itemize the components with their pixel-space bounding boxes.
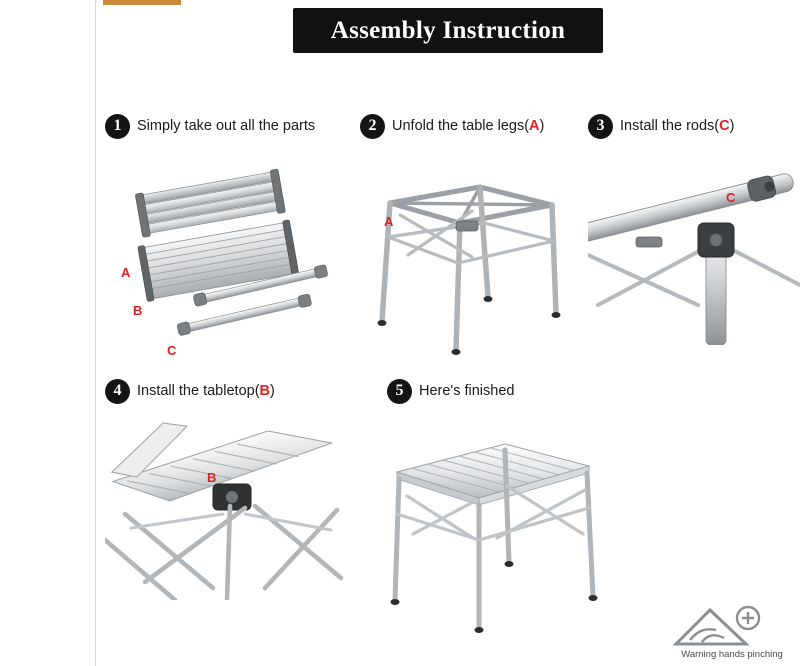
step-1-label-text: Simply take out all the parts [137, 118, 316, 134]
step-4-label [137, 383, 275, 399]
warning-triangle-pinch-icon [672, 604, 792, 648]
callout-b-step-1: B [133, 303, 143, 318]
step-5 [387, 378, 687, 640]
step-1-header [105, 113, 355, 139]
step-3-rod-detail-drawing [588, 145, 800, 345]
warning-text: Warning hands pinching [681, 649, 783, 660]
step-2-frame-drawing [360, 145, 585, 375]
left-margin-rule [95, 0, 96, 666]
step-4-number: 4 [105, 379, 130, 404]
step-3-label [620, 118, 734, 134]
step-5-label-text: Here's finished [419, 383, 515, 399]
step-2 [360, 113, 585, 375]
callout-a-step-1: A [121, 265, 131, 280]
step-2-illustration [360, 145, 585, 375]
step-2-header [360, 113, 585, 139]
step-3-illustration [588, 145, 800, 345]
step-2-label [392, 118, 544, 134]
callout-a-step-2: A [384, 214, 394, 229]
step-4-label-prefix: Install the tabletop( [137, 383, 260, 399]
step-4-label-suffix: ) [270, 383, 275, 399]
top-color-tab [103, 0, 181, 5]
step-1-illustration [105, 145, 355, 375]
step-1 [105, 113, 355, 375]
step-5-label [419, 383, 514, 399]
step-4 [105, 378, 405, 600]
step-4-part-letter: B [259, 383, 271, 399]
step-4-header [105, 378, 405, 404]
warning-block [672, 604, 792, 660]
callout-c-step-1: C [167, 343, 177, 358]
step-5-finished-table-drawing [387, 410, 687, 640]
step-2-part-letter: A [529, 118, 540, 134]
step-3 [588, 113, 800, 345]
step-1-parts-drawing [105, 145, 355, 375]
page-title-banner [293, 8, 603, 53]
step-2-label-prefix: Unfold the table legs( [392, 118, 530, 134]
step-3-header [588, 113, 800, 139]
step-1-label [137, 118, 315, 134]
step-4-tabletop-drawing [105, 410, 405, 600]
step-5-illustration [387, 410, 687, 640]
step-5-number: 5 [387, 379, 412, 404]
page-title: Assembly Instruction [330, 16, 566, 44]
step-3-part-letter: C [719, 118, 730, 134]
step-3-label-suffix: ) [729, 118, 735, 134]
step-3-label-prefix: Install the rods( [620, 118, 720, 134]
step-2-number: 2 [360, 114, 385, 139]
step-5-header [387, 378, 687, 404]
step-1-number: 1 [105, 114, 130, 139]
callout-c-step-3: C [726, 190, 736, 205]
callout-b-step-4: B [207, 470, 217, 485]
step-2-label-suffix: ) [539, 118, 545, 134]
step-3-number: 3 [588, 114, 613, 139]
step-4-illustration [105, 410, 405, 600]
